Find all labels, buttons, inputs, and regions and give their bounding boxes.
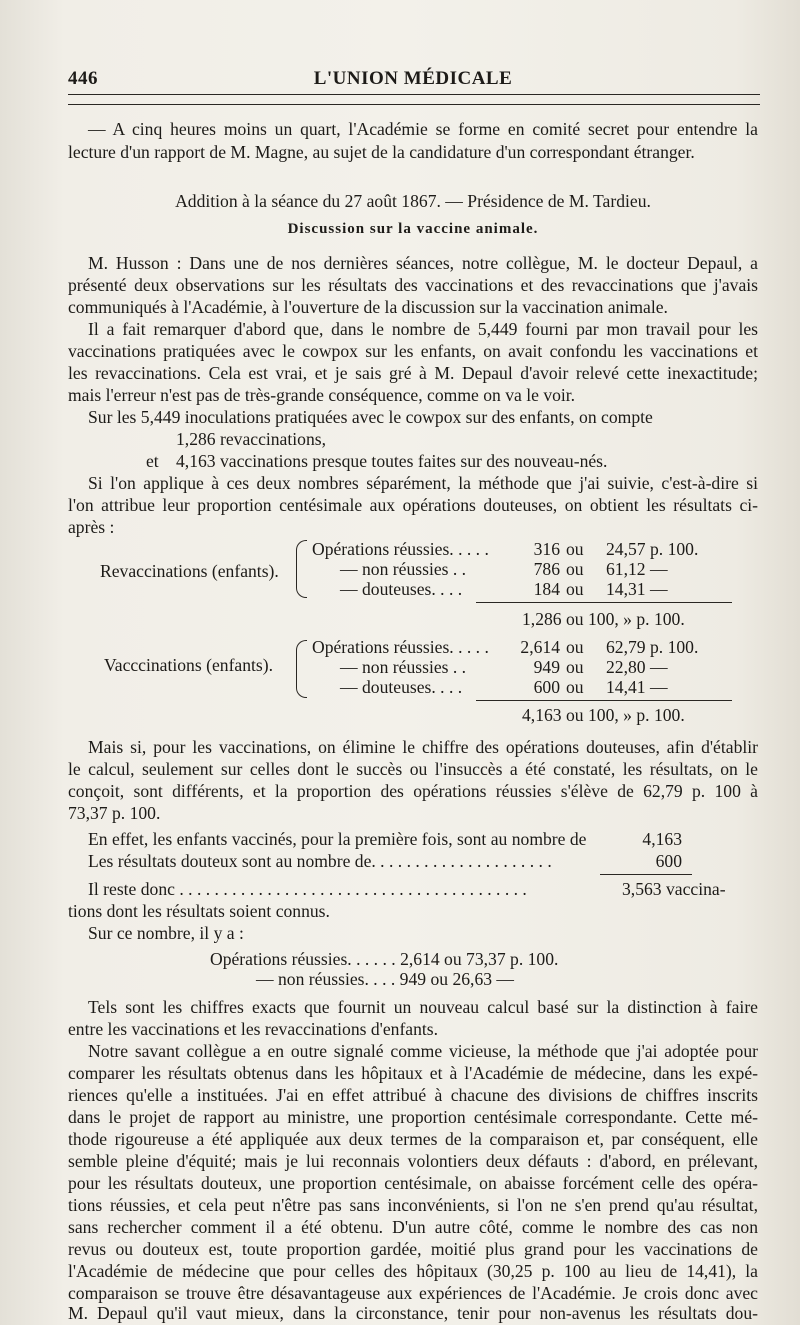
intro-line-1: — A cinq heures moins un quart, l'Académie se forme en comité secret pour entendre la	[88, 119, 758, 139]
vacc-row-1-label: Opérations réussies. . . . .	[312, 637, 489, 657]
calc-line-2-text: Les résultats douteux sont au nombre de. . . . . . . . . . . . . . . . . . . . .	[88, 851, 552, 871]
revacc-row-3-count: 184	[533, 579, 560, 599]
vacc-row-3-label: — douteuses. . . .	[340, 677, 463, 697]
calc-line-3-value: 3,563 vaccina-	[622, 879, 726, 899]
intro-line-2: lecture d'un rapport de M. Magne, au sujet de la candidature d'un correspondant étranger.	[68, 142, 695, 162]
revacc-total: 1,286 ou 100, » p. 100.	[522, 609, 685, 629]
para4-line-4: 73,37 p. 100.	[68, 803, 161, 823]
page-number: 446	[68, 68, 98, 89]
header-rule-bottom	[68, 104, 760, 105]
revacc-row-1-ou: ou	[566, 539, 584, 559]
para6-line-9: sans rechercher comment il a été obtenu. D'un autre côté, comme le nombre des cas non	[68, 1217, 758, 1237]
revacc-row-3-ou: ou	[566, 579, 584, 599]
calc-line-1-text: En effet, les enfants vaccinés, pour la première fois, sont au nombre de	[88, 829, 587, 849]
revacc-brace	[296, 540, 307, 598]
para6-line-1: Notre savant collègue a en outre signalé comme vicieuse, la méthode que j'ai adoptée pour	[88, 1041, 758, 1061]
revacc-row-2-pct: 61,12 —	[606, 559, 668, 579]
para6-line-11: l'Académie de médecine que pour celles des hôpitaux (30,25 p. 100 au lieu de 14,41), la	[68, 1261, 758, 1281]
para3-line-2: l'on attribue leur proportion centésimale aux opérations douteuses, on obtient les résultats ci-	[68, 495, 758, 515]
revacc-row-3-pct: 14,31 —	[606, 579, 668, 599]
para5-line-1: Tels sont les chiffres exacts que fournit un nouveau calcul basé sur la distinction à faire	[88, 997, 758, 1017]
calc-line-3-text: Il reste donc . . . . . . . . . . . . . . . . . . . . . . . . . . . . . . . . . . . . . . . .	[88, 879, 527, 899]
vacc-row-1-ou: ou	[566, 637, 584, 657]
para2-line-3: les revaccinations. Cela est vrai, et je sais gré à M. Depaul d'avoir relevé cette inexactitude;	[68, 363, 758, 383]
para5-line-2: entre les vaccinations et les revaccinations d'enfants.	[68, 1019, 439, 1039]
vacc-label: Vacccinations (enfants).	[104, 655, 274, 675]
count-line-2: 1,286 revaccinations,	[176, 429, 326, 449]
count-line-1: Sur les 5,449 inoculations pratiquées avec le cowpox sur des enfants, on compte	[88, 407, 653, 427]
discussion-heading: Discussion sur la vaccine animale.	[287, 221, 539, 237]
revacc-row-1-count: 316	[533, 539, 560, 559]
para4-line-2: le calcul, seulement sur celles dont le succès ou l'insuccès a été constaté, les résultats, on le	[68, 759, 758, 779]
calc-line-1-value: 4,163	[642, 829, 682, 849]
revacc-row-1-pct: 24,57 p. 100.	[606, 539, 699, 559]
vacc-row-2-label: — non réussies . .	[340, 657, 467, 677]
revacc-label: Revaccinations (enfants).	[100, 561, 279, 581]
calc-result-1: Opérations réussies. . . . . . 2,614 ou 73,37 p. 100.	[210, 949, 559, 969]
calc-line-2-value: 600	[655, 851, 682, 871]
para6-line-8: tions réussies, et cela peut n'être pas sans inconvénients, si l'on ne s'en prend qu'au résultat,	[68, 1195, 758, 1215]
addition-heading: Addition à la séance du 27 août 1867. — Présidence de M. Tardieu.	[175, 191, 651, 211]
revacc-row-2-label: — non réussies . .	[340, 559, 467, 579]
revacc-row-1-label: Opérations réussies. . . . .	[312, 539, 489, 559]
journal-title: L'UNION MÉDICALE	[313, 68, 513, 89]
vacc-row-1-pct: 62,79 p. 100.	[606, 637, 699, 657]
vacc-brace	[296, 640, 307, 698]
para6-line-10: revus ou douteux est, toute proportion gardée, moitié plus grand pour les vaccinations de	[68, 1239, 758, 1259]
vacc-row-3-pct: 14,41 —	[606, 677, 668, 697]
vacc-total: 4,163 ou 100, » p. 100.	[522, 705, 685, 725]
revacc-row-2-ou: ou	[566, 559, 584, 579]
page-header	[68, 64, 758, 94]
para4-line-1: Mais si, pour les vaccinations, on élimine le chiffre des opérations douteuses, afin d'établir	[88, 737, 758, 757]
para6-line-12: comparaison se trouve être désavantageuse aux expériences de l'Académie. Je crois donc avec	[68, 1283, 758, 1303]
para2-line-1: Il a fait remarquer d'abord que, dans le nombre de 5,449 fourni par mon travail pour les	[88, 319, 758, 339]
vacc-sum-line	[476, 700, 732, 701]
calc-line-5: Sur ce nombre, il y a :	[88, 923, 244, 943]
para6-line-3: riences qu'elle a instituées. J'ai en effet attribué à chacune des divisions de chiffres inscrits	[68, 1085, 758, 1105]
vacc-row-1-count: 2,614	[520, 637, 560, 657]
para6-line-13: M. Depaul qu'il vaut mieux, dans la circonstance, tenir pour non-avenus les résultats dou-	[68, 1303, 758, 1323]
para1-line-1: M. Husson : Dans une de nos dernières séances, notre collègue, M. le docteur Depaul, a	[88, 253, 758, 273]
vacc-row-2-count: 949	[533, 657, 560, 677]
para6-line-4: dans le projet de rapport au ministre, une proportion centésimale correspondante. Cette mé-	[68, 1107, 758, 1127]
para1-line-3: communiqués à l'Académie, à l'ouverture de la discussion sur la vaccination animale.	[68, 297, 668, 317]
revacc-sum-line	[476, 602, 732, 603]
calc-sum-line	[600, 874, 692, 875]
para3-line-3: après :	[68, 517, 115, 537]
para6-line-5: thode rigoureuse a été appliquée aux deux termes de la comparaison et, par conséquent, elle	[68, 1129, 758, 1149]
para6-line-2: comparer les résultats obtenus dans les hôpitaux et à l'Académie de médecine, dans les expé-	[68, 1063, 758, 1083]
vacc-row-2-pct: 22,80 —	[606, 657, 668, 677]
revacc-row-3-label: — douteuses. . . .	[340, 579, 463, 599]
vacc-row-2-ou: ou	[566, 657, 584, 677]
count-line-3-prefix: et	[146, 451, 159, 471]
para2-line-2: vaccinations pratiquées avec le cowpox sur les enfants, on avait confondu les vaccinations et	[68, 341, 758, 361]
para1-line-2: présenté deux observations sur les résultats des vaccinations et des revaccinations que j'avais	[68, 275, 758, 295]
calc-line-4: tions dont les résultats soient connus.	[68, 901, 330, 921]
para6-line-6: semble pleine d'équité; mais je lui reconnais volontiers deux défauts : d'abord, en prélevant,	[68, 1151, 758, 1171]
count-line-3: 4,163 vaccinations presque toutes faites sur des nouveau-nés.	[176, 451, 608, 471]
para6-line-7: pour les résultats douteux, une proportion centésimale, on abaisse forcément celle des opéra-	[68, 1173, 758, 1193]
vacc-row-3-count: 600	[533, 677, 560, 697]
revacc-row-2-count: 786	[533, 559, 560, 579]
para4-line-3: conçoit, sont différents, et la proportion des opérations réussies s'élève de 62,79 p. 100 à	[68, 781, 758, 801]
para2-line-4: mais l'erreur n'est pas de très-grande conséquence, comme on va le voir.	[68, 385, 576, 405]
calc-result-2: — non réussies. . . . 949 ou 26,63 —	[256, 969, 515, 989]
para3-line-1: Si l'on applique à ces deux nombres séparément, la méthode que j'ai suivie, c'est-à-dire si	[88, 473, 758, 493]
header-rule-top	[68, 94, 760, 95]
vacc-row-3-ou: ou	[566, 677, 584, 697]
